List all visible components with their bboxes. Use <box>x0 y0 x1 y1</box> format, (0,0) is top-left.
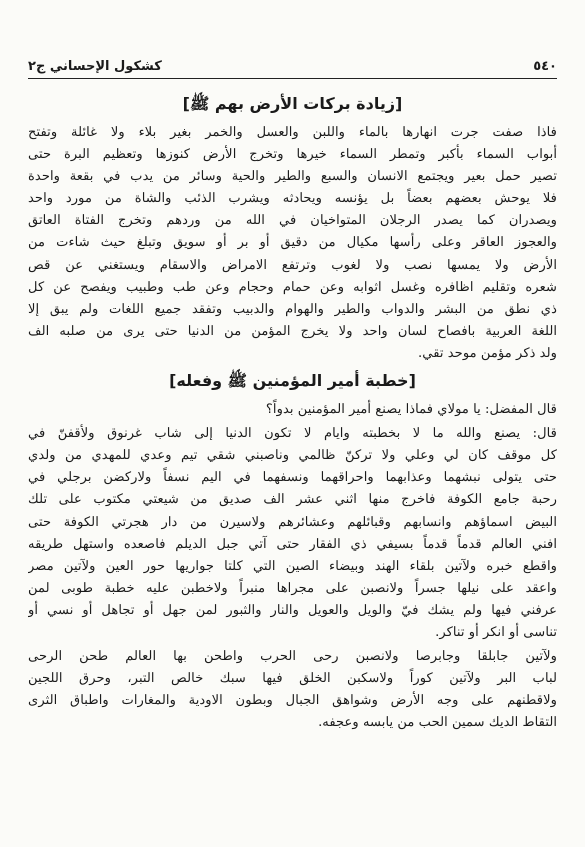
text-line: التقاط الديك سمين الحب من يابسه وعجفه. <box>318 715 557 731</box>
text-line: أبواب السماء بأكبر وتمطر السماء خيرها وتخرج الأرض كنوزها وتعظيم البرة حتى <box>28 147 557 163</box>
text-line: قال: يصنع والله ما لا بخطبته وايام لا تكون الدنيا إلى شاب غرنوق ولأقفنّ في <box>28 426 557 442</box>
text-line: تناسى أو انكر أو تناكر. <box>435 624 557 640</box>
text-line: كل موقف كان لي وعلي ولا تركنّ ظالمي وناصبني شقي تيم وعدي للمهدي من ولدي <box>28 448 557 464</box>
text-line: ذي نطق من البشر والدواب والطير والهوام والدبيب وتفقد جميع اللغات ولم يبق إلا <box>28 301 557 317</box>
text-line: ولاقطنهم على وجه الأرض وشواهق الجبال وبطون الاودية والمغارات واطباق الثرى <box>28 693 557 709</box>
text-line: واقطع خبره ولآتين بلقاء الهند وبيضاء الصين التي كلتا جواريها حور العين ولآتين مصر <box>28 558 557 574</box>
running-title: كشكول الإحساني ج٢ <box>28 59 162 74</box>
paragraph-sermon-continued <box>28 646 557 734</box>
text-line: شعره وتقليم اظافره وغسل اثوابه وعن حمام وحجام وعن طب وطبيب ويفصح عن كل <box>28 279 557 295</box>
paragraph-blessings <box>28 122 557 365</box>
text-line: ولآتين جابلقا وجابرصا ولانصبن رحى الحرب واطحن بها العالم طحن الرحى <box>28 649 557 665</box>
header-rule <box>28 78 557 79</box>
text-line: تصير حمل بعير ويجتمع الانسان والسبع والطير والحية وسائر من يدب في بقعة واحدة <box>28 169 557 185</box>
text-line: افني العالم قدماً قدماً بسيفي ذي الفقار حتى آتي جبل الديلم فاصعده واستهل طريقه <box>28 536 557 552</box>
text-line: لباب البر ولآتين كوراً ولاسكبن الخلق فيها سبك خالص التبر، وحرق اللجين <box>28 671 557 687</box>
paragraph-sermon <box>28 423 557 644</box>
text-line: حتى يتولى نبشهما وعذابهما واحراقهما ونسفهما في اليم نسفاً ولاركضن برجلي في <box>28 470 557 486</box>
text-line: البيض اسماؤهم وانسابهم وقبائلهم وعشائرهم ولاسيرن من دار هجرتي الكوفة حتى <box>28 514 557 530</box>
text-line: واعقد على نيلها جسراً ولانصبن على مجراها منبراً ولاخطبن عليه خطبة طوبى لمن <box>28 580 557 596</box>
page-body <box>28 88 557 736</box>
question-line: قال المفضل: يا مولاي فماذا يصنع أمير المؤمنين بدواً؟ <box>265 402 557 418</box>
text-line: ولد ذكر مؤمن موحد تقي. <box>418 345 557 361</box>
text-line: عرفني فيها ولم يشك فيّ والويل والعويل والنار والثبور لمن جهل أو تجاهل أو نسي أو <box>28 602 557 618</box>
paragraph-question <box>28 399 557 421</box>
section-heading-sermon: [خطبة أمير المؤمنين ﷺ وفعله] <box>169 371 416 391</box>
section-heading-blessings: [زيادة بركات الأرض بهم ﷺ] <box>182 94 403 113</box>
text-line: ويصدران كما يصدر الرجلان المتواخيان في الله من وردهم وتخرج الفتاة العاتق <box>28 213 557 229</box>
text-line: رحبة جامع الكوفة فاخرج منها اثني عشر الف صديق من شيعتي مكتوب على تلك <box>28 492 557 508</box>
text-line: اللغة العربية بافصاح لسان واحد ولا يخرج المؤمن من الدنيا حتى يرى من صلبه الف <box>28 323 557 339</box>
text-line: فلا يوحش بعضهم بعضاً بل يؤنسه ويحادثه ويشرب الذئب والشاة من مورد واحد <box>28 191 557 207</box>
text-line: فاذا صفت جرت انهارها بالماء واللبن والعسل والخمر بغير بلاء ولا غائلة وتفتح <box>28 125 557 140</box>
page-header <box>28 52 557 74</box>
text-line: والعجوز العاقر وعلى رأسها مكيال من دقيق أو بر أو سويق وتبلغ حيث شاءت من <box>28 235 557 251</box>
text-line: الأرض ولا يمسها نصب ولا لغوب وترتفع الامراض والاسقام ويستغني عن قص <box>28 257 557 273</box>
page-number: ٥٤٠ <box>533 59 557 74</box>
